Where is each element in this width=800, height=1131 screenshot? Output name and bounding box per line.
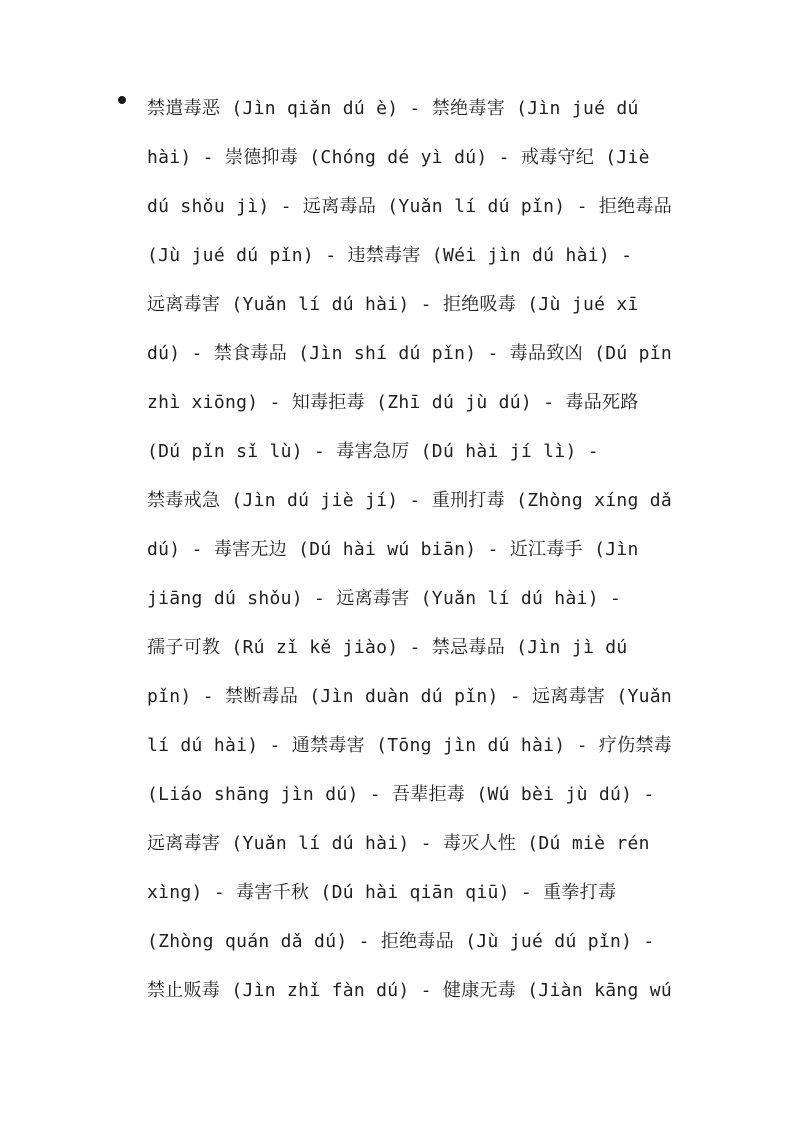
text-line: dú) - 禁食毒品 (Jìn shí dú pǐn) - 毒品致凶 (Dú pǐn <box>147 343 673 364</box>
text-line: (Jù jué dú pǐn) - 违禁毒害 (Wéi jìn dú hài) - <box>147 245 633 266</box>
text-line: 远离毒害 (Yuǎn lí dú hài) - 拒绝吸毒 (Jù jué xī <box>147 294 639 315</box>
text-line: (Dú pǐn sǐ lù) - 毒害急厉 (Dú hài jí lì) - <box>147 441 599 462</box>
bullet-text <box>147 84 717 1015</box>
text-line: 禁遣毒恶 (Jìn qiǎn dú è) - 禁绝毒害 (Jìn jué dú <box>147 98 639 119</box>
text-line: dú) - 毒害无边 (Dú hài wú biān) - 近江毒手 (Jìn <box>147 539 639 560</box>
bullet-point <box>118 96 126 104</box>
text-line: 孺子可教 (Rú zǐ kě jiào) - 禁忌毒品 (Jìn jì dú <box>147 637 628 658</box>
text-line: lí dú hài) - 通禁毒害 (Tōng jìn dú hài) - 疗伤禁毒 <box>147 735 673 756</box>
text-line: (Liáo shāng jìn dú) - 吾辈拒毒 (Wú bèi jù dú) - <box>147 784 655 805</box>
text-line: jiāng dú shǒu) - 远离毒害 (Yuǎn lí dú hài) - <box>147 588 622 609</box>
text-line: xìng) - 毒害千秋 (Dú hài qiān qiū) - 重拳打毒 <box>147 882 617 903</box>
text-line: 远离毒害 (Yuǎn lí dú hài) - 毒灭人性 (Dú miè rén <box>147 833 650 854</box>
text-line: dú shǒu jì) - 远离毒品 (Yuǎn lí dú pǐn) - 拒绝毒品 <box>147 196 673 217</box>
text-line: (Zhòng quán dǎ dú) - 拒绝毒品 (Jù jué dú pǐn) - <box>147 931 655 952</box>
text-line: 禁毒戒急 (Jìn dú jiè jí) - 重刑打毒 (Zhòng xíng dǎ <box>147 490 673 511</box>
text-line: zhì xiōng) - 知毒拒毒 (Zhī dú jù dú) - 毒品死路 <box>147 392 639 413</box>
text-line: hài) - 崇德抑毒 (Chóng dé yì dú) - 戒毒守纪 (Jiè <box>147 147 650 168</box>
text-line: pǐn) - 禁断毒品 (Jìn duàn dú pǐn) - 远离毒害 (Yuǎn <box>147 686 673 707</box>
text-line: 禁止贩毒 (Jìn zhǐ fàn dú) - 健康无毒 (Jiàn kāng wú <box>147 980 673 1001</box>
